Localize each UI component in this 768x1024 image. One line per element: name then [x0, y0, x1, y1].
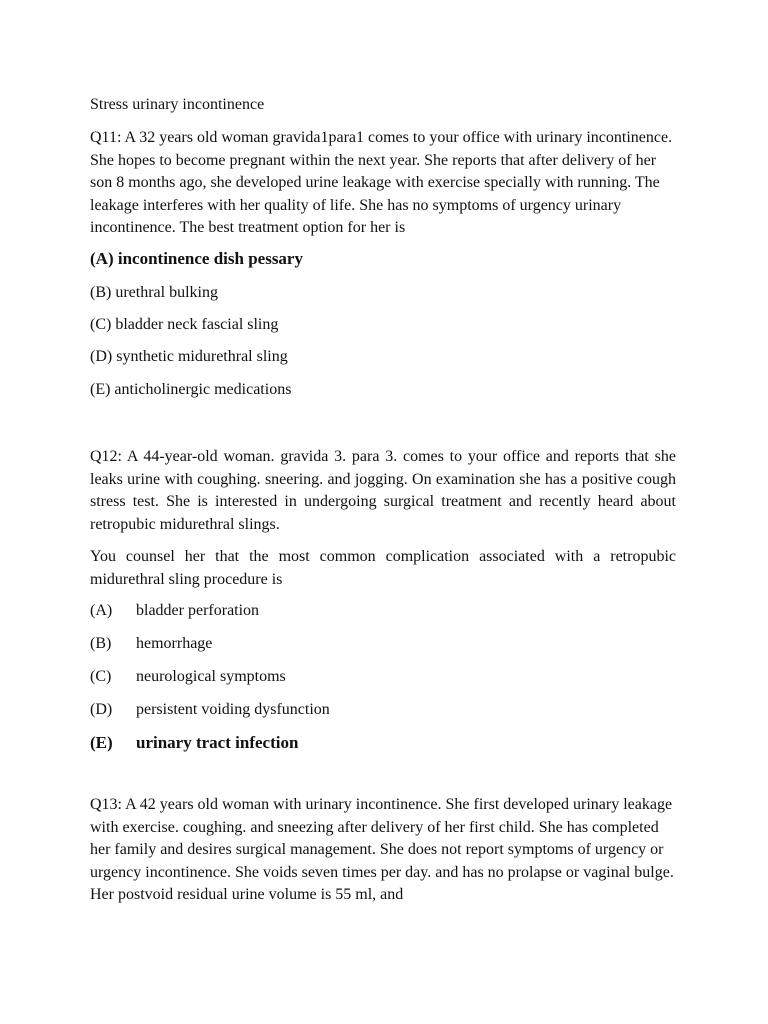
q13-stem: Q13: A 42 years old woman with urinary incontinence. She first developed urinary leakage with exercise. coughing. and sneezing after delivery of her first child. She has completed her family and desires surgical management. She does not report symptoms of urgency or urgency incontinence. She voids seven times per day. and has no prolapse or vaginal bulge. Her postvoid residual urine volume is 55 ml, and	[90, 796, 674, 903]
q12-option-d	[90, 699, 330, 722]
q11-option-a: (A) incontinence dish pessary	[90, 249, 303, 268]
q12-option-e-text: urinary tract infection	[136, 733, 299, 752]
q12-option-c-text: neurological symptoms	[136, 668, 286, 685]
q12-stem-2: You counsel her that the most common complication associated with a retropubic midurethral sling procedure is	[90, 548, 676, 588]
q12-option-b	[90, 633, 212, 656]
q12-stem: Q12: A 44-year-old woman. gravida 3. para 3. comes to your office and reports that she leaks urine with coughing. sneering. and jogging. On examination she has a positive cough stress test. She is interested in undergoing surgical treatment and recently heard about retropubic midurethral slings.	[90, 448, 676, 533]
q11-option-b: (B) urethral bulking	[90, 284, 218, 301]
q12-option-d-letter: (D)	[90, 701, 113, 718]
q12-option-e	[90, 732, 298, 755]
q11-option-d: (D) synthetic midurethral sling	[90, 348, 288, 365]
q12-option-b-text: hemorrhage	[136, 635, 213, 652]
q12-option-a	[90, 600, 259, 623]
q12-option-e-letter: (E)	[90, 733, 113, 752]
q11-stem: Q11: A 32 years old woman gravida1para1 comes to your office with urinary incontinence. She hopes to become pregnant within the next year. She reports that after delivery of her son 8 months ago, she developed urine leakage with exercise specially with running. The leakage interferes with her quality of life. She has no symptoms of urgency urinary incontinence. The best treatment option for her is	[90, 129, 673, 236]
q12-option-a-text: bladder perforation	[136, 602, 260, 619]
q12-option-b-letter: (B)	[90, 635, 112, 652]
section-heading: Stress urinary incontinence	[90, 96, 265, 113]
q12-option-a-letter: (A)	[90, 602, 113, 619]
q12-option-c	[90, 666, 286, 689]
q12-option-d-text: persistent voiding dysfunction	[136, 701, 330, 718]
q12-option-c-letter: (C)	[90, 668, 112, 685]
q11-option-e: (E) anticholinergic medications	[90, 381, 292, 398]
q11-option-c: (C) bladder neck fascial sling	[90, 316, 279, 333]
